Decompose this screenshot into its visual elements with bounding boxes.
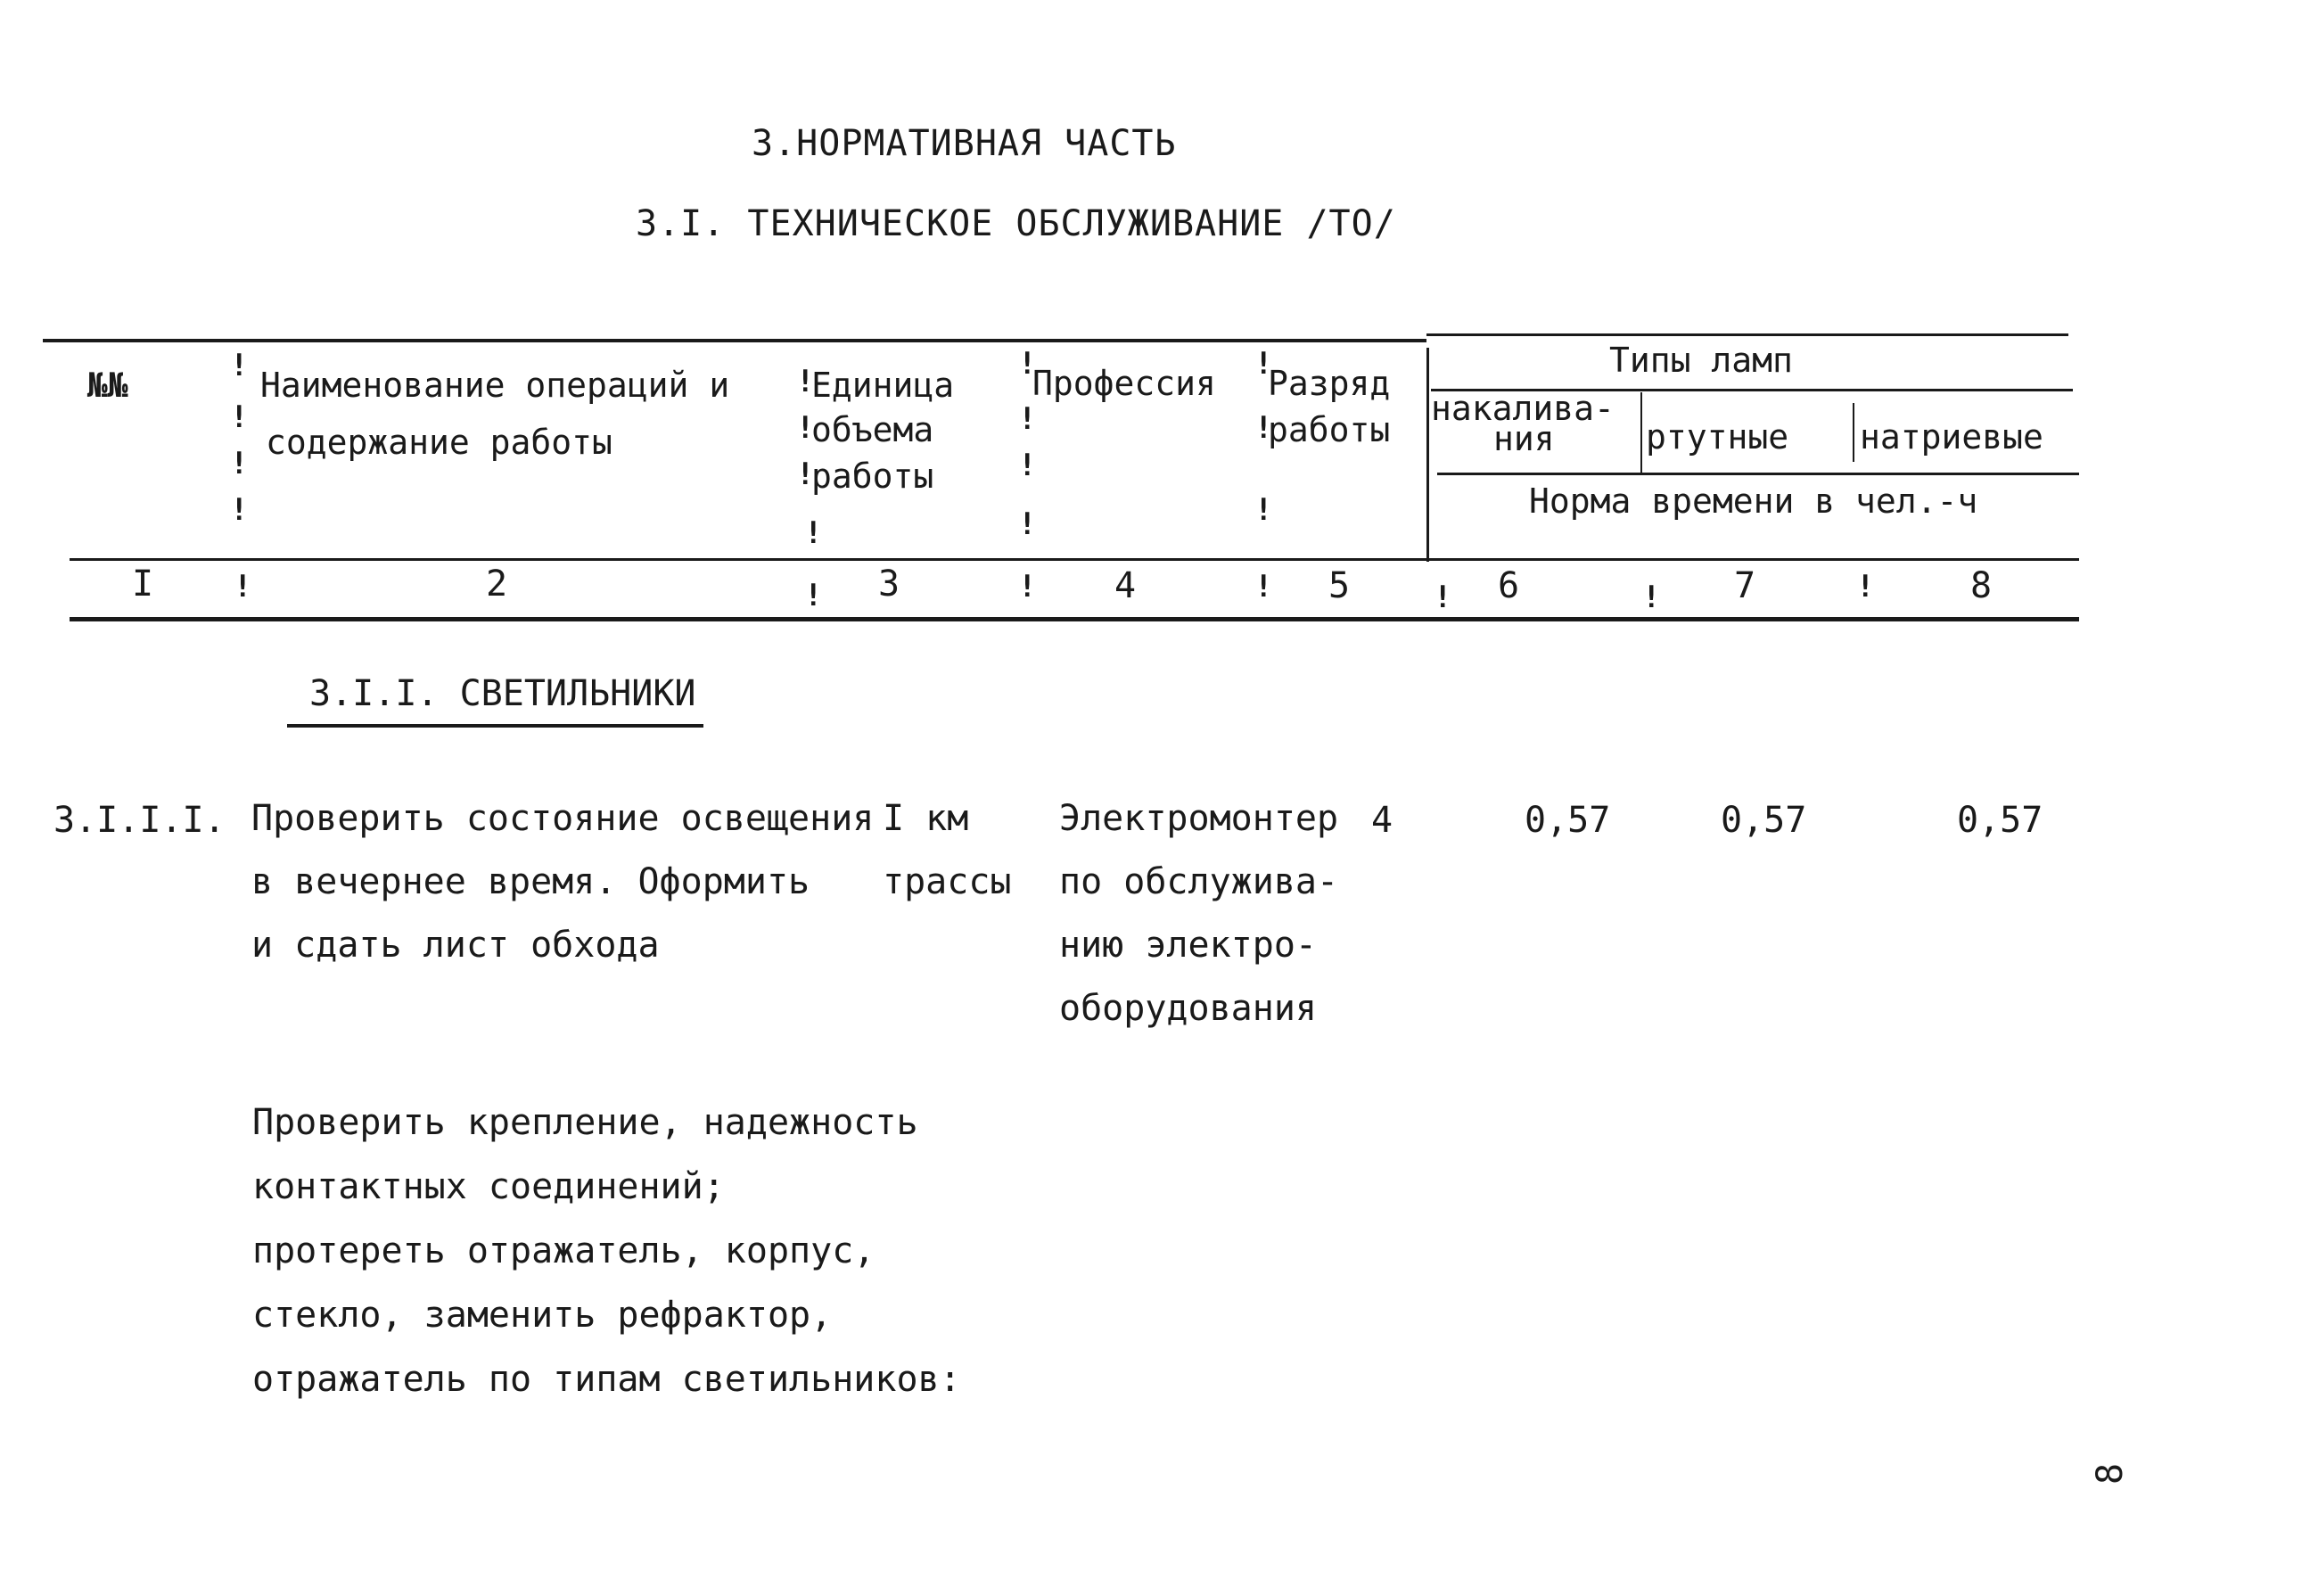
header-separator: !	[1642, 580, 1661, 615]
row-unit-line: I км	[883, 798, 969, 839]
row-profession-line: нию электро-	[1059, 925, 1317, 966]
row-incandescent-norm: 0,57	[1525, 800, 1611, 841]
row-operation	[251, 787, 874, 977]
header-separator: !	[796, 457, 815, 492]
row-profession-line: по обслужива-	[1059, 861, 1339, 902]
header-bottom-rule	[70, 558, 2079, 561]
header-top-rule-right	[1426, 333, 2068, 336]
header-grade-line1: Разряд	[1268, 364, 1391, 403]
instructions	[252, 1090, 961, 1411]
instruction-line: контактных соединений;	[252, 1166, 725, 1207]
row-number: 3.I.I.I.	[53, 800, 226, 841]
column-number: I	[132, 564, 154, 605]
column-number: 7	[1734, 565, 1756, 606]
header-separator: !	[1254, 492, 1273, 528]
subsection-underline	[287, 724, 703, 728]
header-separator: !	[1018, 506, 1037, 542]
row-grade: 4	[1371, 800, 1393, 841]
header-lamp-types: Типы ламп	[1609, 341, 1793, 380]
header-operation-line2: содержание работы	[266, 423, 612, 462]
column-number: 6	[1498, 565, 1520, 606]
column-number: 5	[1328, 565, 1351, 606]
row-operation-line: в вечернее время. Оформить	[251, 861, 810, 902]
instruction-line: отражатель по типам светильников:	[252, 1359, 961, 1400]
instruction-line: стекло, заменить рефрактор,	[252, 1295, 833, 1336]
row-operation-line: и сдать лист обхода	[251, 925, 660, 966]
row-sodium-norm: 0,57	[1957, 800, 2043, 841]
header-lamp-sodium: натриевые	[1860, 417, 2043, 457]
instruction-line: протереть отражатель, корпус,	[252, 1230, 875, 1271]
column-number: 8	[1970, 565, 1993, 606]
header-separator: !	[1018, 401, 1037, 437]
header-separator: !	[230, 446, 249, 481]
page-title: 3.НОРМАТИВНАЯ ЧАСТЬ	[752, 123, 1177, 164]
row-unit	[883, 787, 1012, 914]
row-profession	[1059, 787, 1338, 1041]
row-unit-line: трассы	[883, 861, 1012, 902]
header-separator: !	[230, 492, 249, 528]
header-lamp-incandescent-line1: накалива-	[1431, 389, 1615, 428]
header-separator: !	[1434, 580, 1452, 615]
column-number: 2	[486, 564, 508, 605]
header-separator: !	[234, 569, 252, 605]
header-separator: !	[1018, 448, 1037, 483]
subsection-title: 3.I.I. СВЕТИЛЬНИКИ	[309, 673, 696, 714]
header-separator: !	[804, 515, 823, 551]
header-separator: !	[796, 364, 815, 399]
column-number: 4	[1114, 565, 1137, 606]
page-number: 8	[2090, 1462, 2132, 1485]
header-separator: !	[1254, 569, 1273, 605]
norm-rule	[1437, 473, 2079, 475]
table-bottom-rule	[70, 617, 2079, 621]
header-separator: !	[796, 410, 815, 446]
header-time-norm: Норма времени в чел.-ч	[1529, 481, 1978, 521]
header-unit-line3: работы	[811, 457, 934, 496]
header-grade-line2: работы	[1268, 410, 1391, 449]
header-unit-line2: объема	[811, 410, 934, 449]
header-number: №№	[87, 366, 128, 405]
row-profession-line: оборудования	[1059, 988, 1317, 1029]
header-top-rule	[43, 339, 1426, 342]
instruction-line: Проверить крепление, надежность	[252, 1102, 918, 1143]
header-lamp-mercury: ртутные	[1646, 417, 1789, 457]
header-separator: !	[1018, 346, 1037, 382]
header-unit-line1: Единица	[811, 366, 955, 405]
header-separator: !	[1254, 410, 1273, 446]
header-separator: !	[1254, 346, 1273, 382]
row-mercury-norm: 0,57	[1721, 800, 1807, 841]
header-separator: !	[230, 399, 249, 435]
lamp-col-divider	[1640, 392, 1642, 473]
header-separator: !	[230, 348, 249, 383]
row-profession-line: Электромонтер	[1059, 798, 1339, 839]
header-profession: Профессия	[1032, 364, 1216, 403]
header-separator: !	[804, 578, 823, 613]
section-heading: 3.I. ТЕХНИЧЕСКОЕ ОБСЛУЖИВАНИЕ /ТО/	[636, 203, 1396, 244]
lamp-group-divider	[1426, 348, 1429, 562]
header-operation-line1: Наименование операций и	[260, 366, 730, 405]
header-lamp-incandescent-line2: ния	[1493, 419, 1555, 458]
header-separator: !	[1018, 569, 1037, 605]
column-number: 3	[878, 564, 900, 605]
lamp-col-divider	[1853, 403, 1854, 462]
header-separator: !	[1856, 569, 1875, 605]
row-operation-line: Проверить состояние освещения	[251, 798, 875, 839]
